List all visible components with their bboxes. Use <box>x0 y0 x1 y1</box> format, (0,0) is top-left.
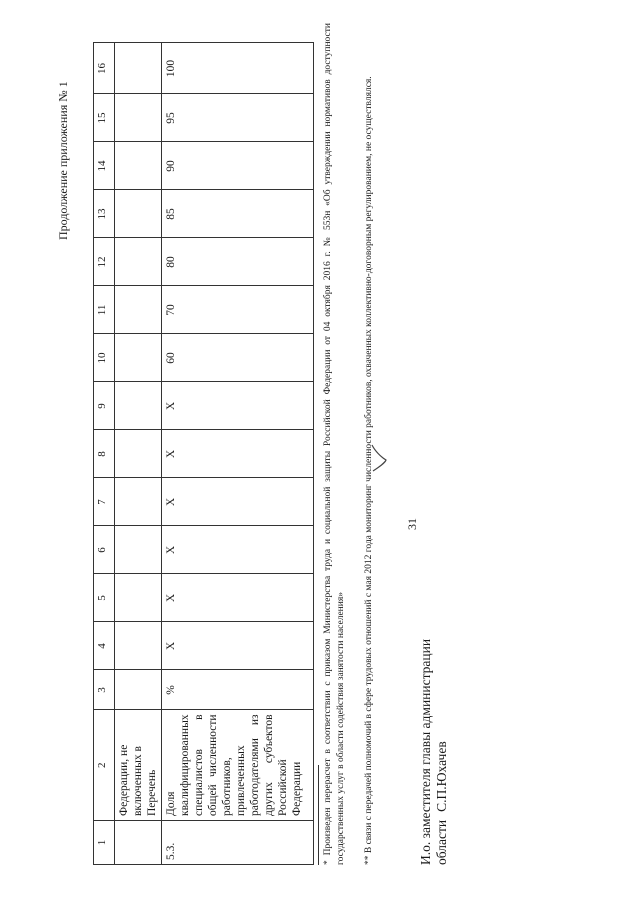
row1-col12 <box>115 238 162 286</box>
row1-col1 <box>115 821 162 865</box>
row2-col5: Х <box>162 574 314 622</box>
row1-col6 <box>115 526 162 574</box>
header-col-9: 9 <box>94 382 115 430</box>
row2-col12: 80 <box>162 238 314 286</box>
row1-col13 <box>115 190 162 238</box>
row2-col10: 60 <box>162 334 314 382</box>
row2-col6: Х <box>162 526 314 574</box>
header-col-10: 10 <box>94 334 115 382</box>
header-col-13: 13 <box>94 190 115 238</box>
row2-col8: Х <box>162 430 314 478</box>
table-row <box>115 43 162 865</box>
footnote-1: * Произведен перерасчет в соответствии с приказом Министерства труда и социальной защиты Российской Федерации от 04 октября 2016 г. № 553н «Об утверждении нормативов доступности государственных услуг в области содействия занятости населения» <box>323 23 346 865</box>
footnote-separator <box>318 765 319 865</box>
row2-col4: Х <box>162 622 314 670</box>
table-header-row <box>94 43 115 865</box>
row1-col16 <box>115 43 162 94</box>
footnote-2: ** В связи с передачей полномочий в сфере трудовых отношений с мая 2012 года мониторинг численности работников, охваченных коллективно-договорным регулированием, не осуществлялся. <box>364 76 374 865</box>
page-number: 31 <box>405 518 419 530</box>
row1-col8 <box>115 430 162 478</box>
header-col-2: 2 <box>94 710 115 821</box>
row1-col4 <box>115 622 162 670</box>
indicators-table <box>93 42 314 865</box>
signature-block <box>418 525 450 865</box>
header-col-15: 15 <box>94 94 115 142</box>
signature-second-line <box>434 525 450 865</box>
header-col-4: 4 <box>94 622 115 670</box>
row2-col15: 95 <box>162 94 314 142</box>
header-col-1: 1 <box>94 821 115 865</box>
row2-col9: Х <box>162 382 314 430</box>
signature-region: области <box>434 819 449 865</box>
appendix-caption: Продолжение приложения № 1 <box>56 81 70 240</box>
row1-col9 <box>115 382 162 430</box>
row1-col3 <box>115 670 162 710</box>
row1-col14 <box>115 142 162 190</box>
row1-col5 <box>115 574 162 622</box>
header-col-5: 5 <box>94 574 115 622</box>
signatory-name: С.П.Юхачев <box>434 741 449 812</box>
row1-col11 <box>115 286 162 334</box>
row2-col13: 85 <box>162 190 314 238</box>
header-col-12: 12 <box>94 238 115 286</box>
signature-position-line: И.о. заместителя главы администрации <box>418 638 433 865</box>
row2-col16: 100 <box>162 43 314 94</box>
row2-col14: 90 <box>162 142 314 190</box>
header-col-14: 14 <box>94 142 115 190</box>
header-col-11: 11 <box>94 286 115 334</box>
row2-number: 5.3. <box>162 821 314 865</box>
header-col-3: 3 <box>94 670 115 710</box>
row1-indicator-name: Федерации, не включенных в Перечень <box>115 710 162 821</box>
row1-col15 <box>115 94 162 142</box>
row2-indicator-name: Доля квалифицированных специалистов в общей численности работников, привлеченных работодателями из других субъектов Российской Федерации <box>162 710 314 821</box>
header-col-7: 7 <box>94 478 115 526</box>
row2-col7: Х <box>162 478 314 526</box>
row1-col7 <box>115 478 162 526</box>
row2-unit: % <box>162 670 314 710</box>
handwritten-mark-icon <box>369 443 389 473</box>
table-row <box>162 43 314 865</box>
header-col-8: 8 <box>94 430 115 478</box>
row2-col11: 70 <box>162 286 314 334</box>
header-col-16: 16 <box>94 43 115 94</box>
row1-col10 <box>115 334 162 382</box>
header-col-6: 6 <box>94 526 115 574</box>
